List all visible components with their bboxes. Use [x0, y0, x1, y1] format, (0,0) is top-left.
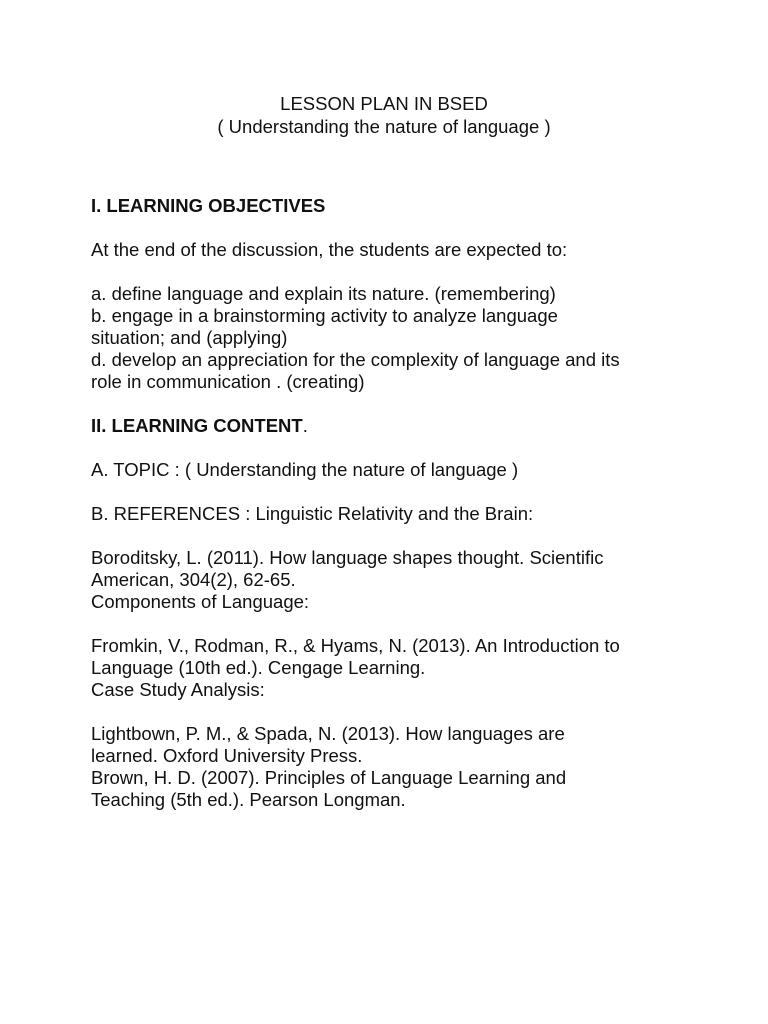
reference-line: Language (10th ed.). Cengage Learning.	[91, 657, 426, 678]
title-line-2: ( Understanding the nature of language )	[217, 116, 551, 137]
document-title	[0, 92, 768, 138]
reference-subheading: Case Study Analysis:	[91, 679, 265, 700]
reference-line: Brown, H. D. (2007). Principles of Language Learning and	[91, 767, 567, 788]
reference-subheading: Components of Language:	[91, 591, 310, 612]
topic-line: A. TOPIC : ( Understanding the nature of language )	[91, 459, 519, 480]
objective-d: d. develop an appreciation for the complexity of language and its	[91, 349, 620, 370]
reference-line: American, 304(2), 62-65.	[91, 569, 296, 590]
section-1-heading: I. LEARNING OBJECTIVES	[91, 195, 326, 216]
title-line-1: LESSON PLAN IN BSED	[280, 93, 488, 114]
references-line: B. REFERENCES : Linguistic Relativity and the Brain:	[91, 503, 534, 524]
section-2-heading-text: II. LEARNING CONTENT	[91, 415, 303, 436]
reference-line: Boroditsky, L. (2011). How language shapes thought. Scientific	[91, 547, 604, 568]
document-body	[91, 195, 691, 811]
reference-line: Lightbown, P. M., & Spada, N. (2013). How languages are	[91, 723, 565, 744]
objective-b: b. engage in a brainstorming activity to analyze language	[91, 305, 558, 326]
objectives-intro: At the end of the discussion, the students are expected to:	[91, 239, 568, 260]
reference-group-1	[91, 547, 691, 613]
reference-group-2	[91, 635, 691, 701]
reference-line: learned. Oxford University Press.	[91, 745, 363, 766]
reference-group-3	[91, 723, 691, 811]
section-2-heading-suffix: .	[302, 415, 308, 436]
reference-line: Teaching (5th ed.). Pearson Longman.	[91, 789, 406, 810]
reference-line: Fromkin, V., Rodman, R., & Hyams, N. (2013). An Introduction to	[91, 635, 620, 656]
objective-a: a. define language and explain its nature. (remembering)	[91, 283, 556, 304]
section-2-heading	[91, 415, 691, 437]
objectives-list	[91, 283, 691, 393]
objective-b-cont: situation; and (applying)	[91, 327, 288, 348]
objective-d-cont: role in communication . (creating)	[91, 371, 365, 392]
